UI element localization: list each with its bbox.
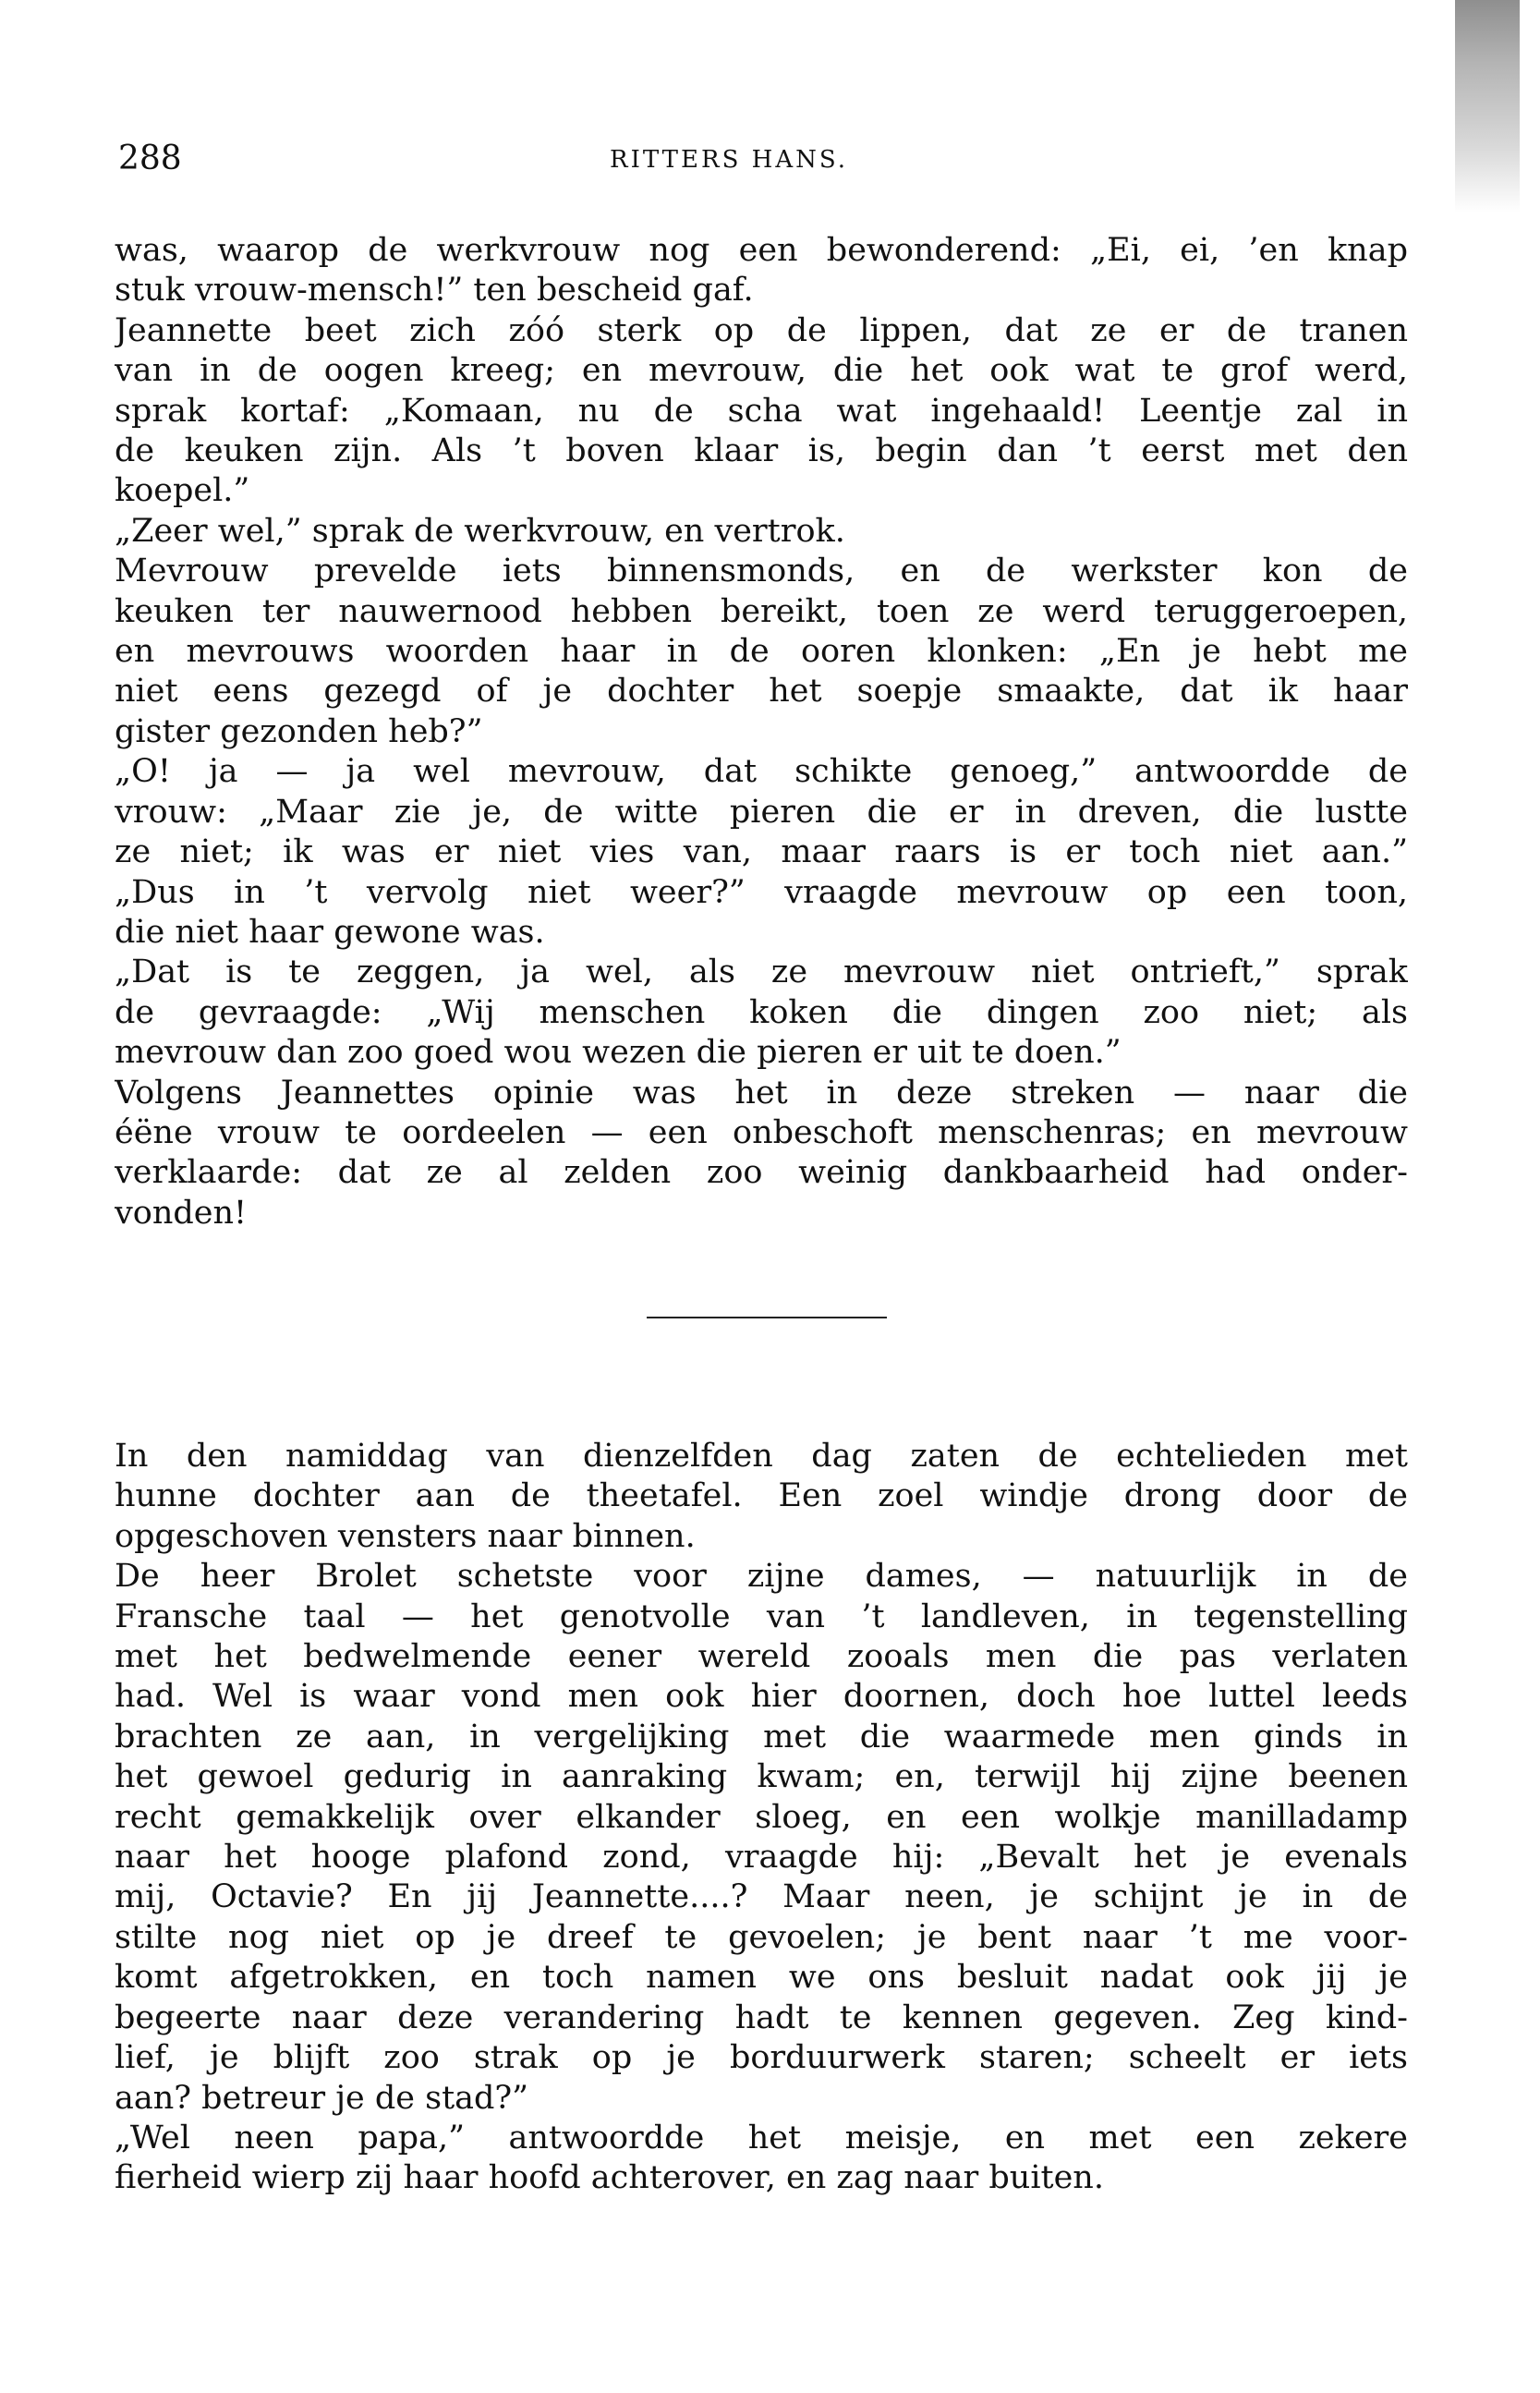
text-line: ze niet; ik was er niet vies van, maar raars is er toch niet aan.” [115, 833, 1408, 871]
text-line: naar het hooge plafond zond, vraagde hij: „Bevalt het je evenals [115, 1839, 1408, 1877]
text-line: lief, je blijft zoo strak op je borduurwerk staren; scheelt er iets [115, 2039, 1408, 2077]
text-line: sprak kortaf: „Komaan, nu de scha wat ingehaald! Leentje zal in [115, 392, 1408, 430]
running-head: RITTERS HANS. [610, 146, 848, 174]
text-line: gister gezonden heb?” [115, 712, 483, 750]
text-line: keuken ter nauwernood hebben bereikt, toen ze werd teruggeroepen, [115, 592, 1408, 630]
text-line: Mevrouw prevelde iets binnensmonds, en de werkster kon de [115, 553, 1408, 590]
page-header [0, 139, 1540, 185]
text-line: „Wel neen papa,” antwoordde het meisje, en met een zekere [115, 2119, 1408, 2156]
text-line: het gewoel gedurig in aanraking kwam; en, terwijl hij zijne beenen [115, 1758, 1408, 1796]
text-line: met het bedwelmende eener wereld zooals men die pas verlaten [115, 1638, 1408, 1676]
text-line: hunne dochter aan de theetafel. Een zoel windje drong door de [115, 1477, 1408, 1515]
text-line: komt afgetrokken, en toch namen we ons besluit nadat ook jij je [115, 1959, 1408, 1997]
text-line: de keuken zijn. Als ’t boven klaar is, begin dan ’t eerst met den [115, 432, 1408, 470]
text-section-first [115, 231, 1408, 1233]
text-line: was, waarop de werkvrouw nog een bewonderend: „Ei, ei, ’en knap [115, 232, 1408, 269]
page-number: 288 [118, 140, 182, 177]
text-line: van in de oogen kreeg; en mevrouw, die het ook wat te grof werd, [115, 352, 1408, 390]
text-line: recht gemakkelijk over elkander sloeg, en een wolkje manilladamp [115, 1798, 1408, 1836]
text-line: koepel.” [115, 472, 250, 510]
text-line: stilte nog niet op je dreef te gevoelen; je bent naar ’t me voor- [115, 1918, 1408, 1956]
text-line: aan? betreur je de stad?” [115, 2079, 529, 2117]
text-line: vonden! [115, 1194, 248, 1232]
text-line: vrouw: „Maar zie je, de witte pieren die er in dreven, die lustte [115, 793, 1408, 831]
text-line: verklaarde: dat ze al zelden zoo weinig dankbaarheid had onder- [115, 1154, 1408, 1192]
text-section-second [115, 1437, 1408, 2199]
text-line: „Zeer wel,” sprak de werkvrouw, en vertrok. [115, 512, 845, 550]
text-line: de gevraagde: „Wij menschen koken die dingen zoo niet; als [115, 993, 1408, 1031]
text-line: mij, Octavie? En jij Jeannette....? Maar neen, je schijnt je in de [115, 1878, 1408, 1916]
text-line: fierheid wierp zij haar hoofd achterover, en zag naar buiten. [115, 2159, 1104, 2197]
text-line: De heer Brolet schetste voor zijne dames, — natuurlijk in de [115, 1558, 1408, 1596]
text-line: Volgens Jeannettes opinie was het in deze streken — naar die [115, 1074, 1408, 1111]
text-line: In den namiddag van dienzelfden dag zaten de echtelieden met [115, 1438, 1408, 1475]
text-line: „Dat is te zeggen, ja wel, als ze mevrouw niet ontrieft,” sprak [115, 954, 1408, 991]
text-line: „O! ja — ja wel mevrouw, dat schikte genoeg,” antwoordde de [115, 753, 1408, 791]
text-line: mevrouw dan zoo goed wou wezen die pieren er uit te doen.” [115, 1034, 1122, 1072]
text-line: niet eens gezegd of je dochter het soepje smaakte, dat ik haar [115, 673, 1408, 711]
text-line: Jeannette beet zich zóó sterk op de lippen, dat ze er de tranen [115, 311, 1408, 349]
text-line: brachten ze aan, in vergelijking met die waarmede men ginds in [115, 1718, 1408, 1755]
text-line: Fransche taal — het genotvolle van ’t landleven, in tegenstelling [115, 1597, 1408, 1635]
text-line: had. Wel is waar vond men ook hier doornen, doch hoe luttel leeds [115, 1678, 1408, 1716]
text-line: „Dus in ’t vervolg niet weer?” vraagde mevrouw op een toon, [115, 873, 1408, 911]
text-line: begeerte naar deze verandering hadt te kennen gegeven. Zeg kind- [115, 1998, 1408, 2036]
text-line: die niet haar gewone was. [115, 913, 545, 951]
text-line: éëne vrouw te oordeelen — een onbeschoft menschenras; en mevrouw [115, 1113, 1408, 1151]
text-line: opgeschoven vensters naar binnen. [115, 1517, 696, 1555]
text-line: en mevrouws woorden haar in de ooren klonken: „En je hebt me [115, 633, 1408, 671]
text-line: stuk vrouw-mensch!” ten bescheid gaf. [115, 272, 754, 310]
section-divider [647, 1317, 887, 1318]
